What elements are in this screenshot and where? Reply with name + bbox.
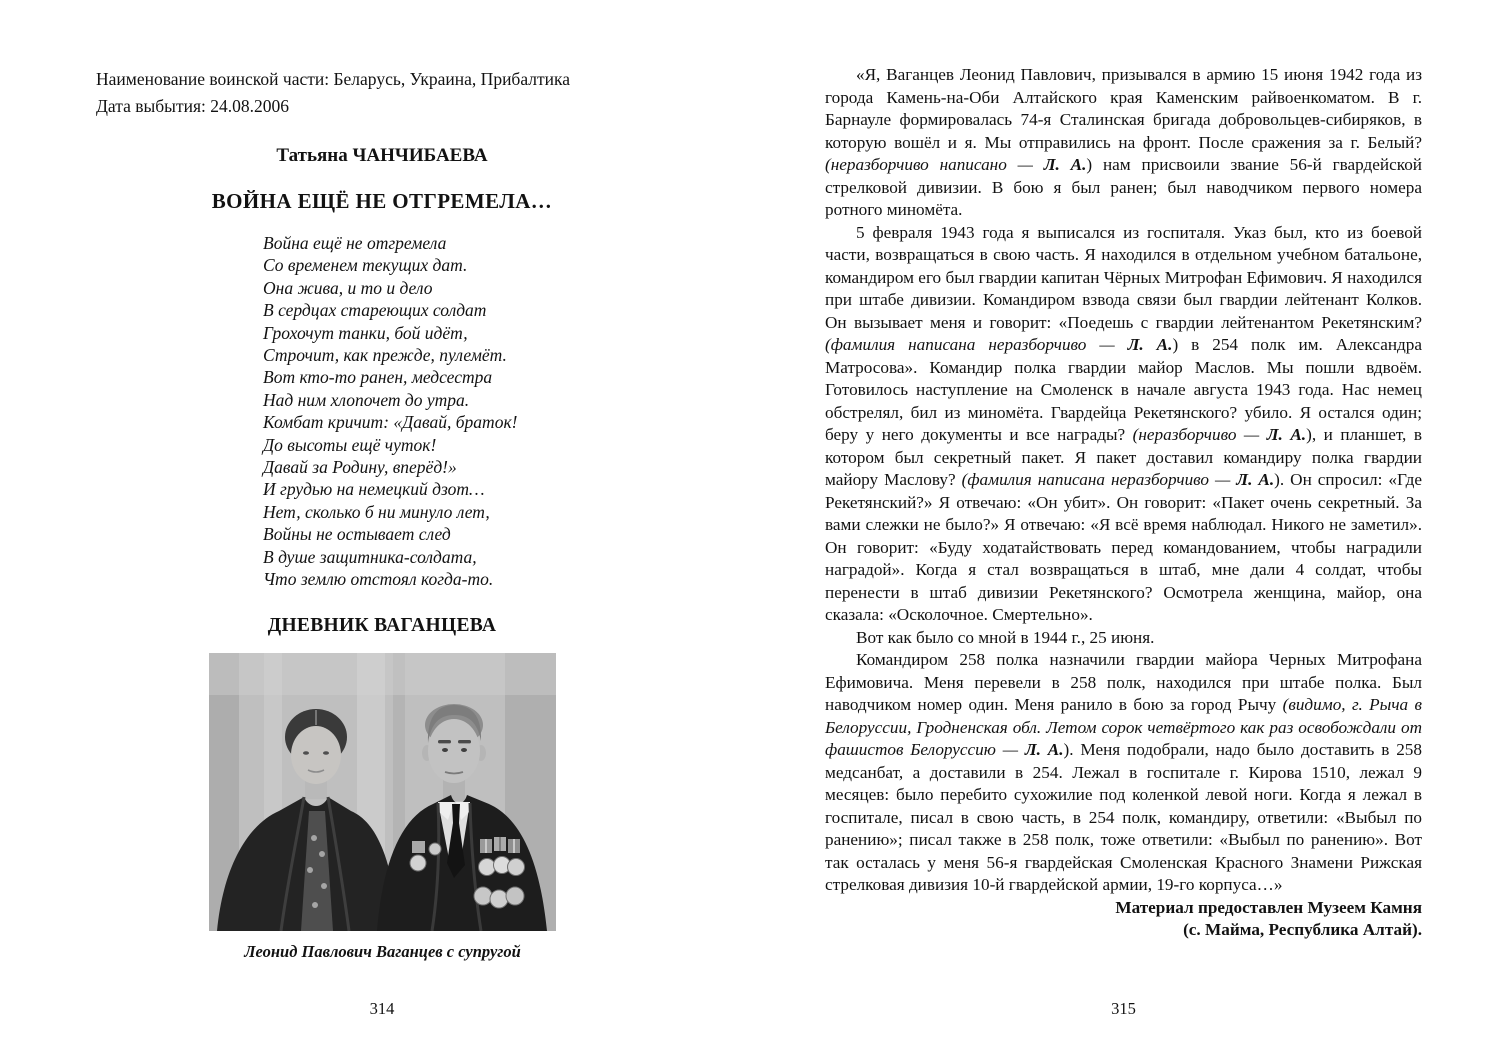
service-record xyxy=(96,66,668,120)
poem-line: Что землю отстоял когда-то. xyxy=(263,569,494,590)
credit xyxy=(825,897,1422,942)
poem-line: Строчит, как прежде, пулемёт. xyxy=(263,345,507,366)
photo-illustration xyxy=(209,653,556,931)
credit-line: (с. Майма, Республика Алтай). xyxy=(1183,920,1422,939)
poem-line: В душе защитника-солдата, xyxy=(263,546,477,567)
memoir-paragraph: «Я, Ваганцев Леонид Павлович, призывался в армию 15 июня 1942 года из города Камень-на-Оби Алтайского края Каменским райвоенкоматом. В г. Барнауле формировалась 74-я Сталинская бригада добровольцев-сибиряков, в которую вошёл и я. Мы отправились на фронт. После сражения за г. Белый? (неразборчиво написано — Л. А.) нам присвоили звание 56-й гвардейской стрелковой дивизии. В бою я был ранен; был наводчиком первого номера ротного миномёта. xyxy=(825,65,1422,219)
poem-line: Вот кто-то ранен, медсестра xyxy=(263,367,493,388)
author-name: Татьяна ЧАНЧИБАЕВА xyxy=(276,145,488,166)
memoir-paragraph: 5 февраля 1943 года я выписался из госпиталя. Указ был, кто из боевой части, возвращаться в свою часть. Я находился в отдельном учебном батальоне, командиром его был гвардии капитан Чёрных Митрофан Ефимович. Я находился при штабе дивизии. Командиром взвода связи был гвардии лейтенант Колков. Он вызывает меня и говорит: «Поедешь с гвардии лейтенантом Рекетянским? (фамилия написана неразборчиво — Л. А.) в 254 полк им. Александра Матросова». Командир полка гвардии майор Маслов. Мы пошли вдвоём. Готовилось наступление на Смоленск в начале августа 1943 года. Нас немец обстрелял, бил из миномёта. Гвардейца Рекетянского? убило. Я остался один; беру у него документы и все награды? (неразборчиво — Л. А.), и планшет, в котором был секретный пакет. Я пакет доставил командиру полка гвардии майору Маслову? (фамилия написана неразборчиво — Л. А.). Он спросил: «Где Рекетянский?» Я отвечаю: «Он убит». Он говорит: «Пакет очень секретный. За вами слежки не было?» Я отвечаю: «Я всё время наблюдал. Никого не заметил». Он говорит: «Буду ходатайствовать перед командованием, чтобы наградили наградой». Когда я стал возвращаться в штаб, мне дали 4 солдат, чтобы перенести в штаб дивизии Рекетянского? Осмотрела женщина, майор, она сказала: «Осколочное. Смертельно». xyxy=(825,222,1422,624)
poem-line: Она жива, и то и дело xyxy=(263,277,433,298)
memoir-paragraph: Командиром 258 полка назначили гвардии майора Черных Митрофана Ефимовича. Меня перевели в 258 полк, находился при штабе полка. Был наводчиком номер один. Меня ранило в бою за город Рычу (видимо, г. Рыча в Белоруссии, Гродненская обл. Летом сорок четвёртого как раз освобождали от фашистов Белоруссию — Л. А.). Меня подобрали, надо было доставить в 258 медсанбат, а доставили в 254. Лежал в госпитале г. Кирова 1510, лежал 9 месяцев: было перебито сухожилие под коленкой левой ноги. Когда я лежал в госпитале, писал в свою часть, в 254 полк, командиру, ответили: «Выбыл по ранению»; писал также в 258 полк, тоже ответили: «Выбыл по ранению». Вот так осталась у меня 56-я гвардейская Смоленская Красного Знамени Рижская стрелковая дивизия 10-й гвардейской армии, 19-го корпуса…» xyxy=(825,650,1422,894)
poem-line: Давай за Родину, вперёд!» xyxy=(263,457,457,478)
poem xyxy=(263,232,668,591)
photo-caption: Леонид Павлович Ваганцев с супругой xyxy=(244,941,521,961)
left-page xyxy=(96,66,668,962)
memoir-paragraph: Вот как было со мной в 1944 г., 25 июня. xyxy=(856,627,1155,647)
poem-line: Грохочут танки, бой идёт, xyxy=(263,322,468,343)
service-record-line-2: Дата выбытия: 24.08.2006 xyxy=(96,96,289,116)
diary-heading: ДНЕВНИК ВАГАНЦЕВА xyxy=(267,614,497,636)
credit-line: Материал предоставлен Музеем Камня xyxy=(1115,897,1422,917)
page-number-right: 315 xyxy=(1111,999,1136,1018)
memoir-text xyxy=(825,64,1422,897)
poem-line: До высоты ещё чуток! xyxy=(263,434,437,455)
service-record-line-1: Наименование воинской части: Беларусь, Украина, Прибалтика xyxy=(96,69,571,89)
poem-title: ВОЙНА ЕЩЁ НЕ ОТГРЕМЕЛА… xyxy=(211,189,553,213)
poem-line: В сердцах стареющих солдат xyxy=(263,300,487,321)
page-number-left: 314 xyxy=(369,999,395,1018)
right-page xyxy=(825,64,1422,942)
poem-line: И грудью на немецкий дзот… xyxy=(263,479,485,500)
poem-line: Над ним хлопочет до утра. xyxy=(263,389,470,410)
photo-veteran-couple xyxy=(209,653,556,931)
poem-line: Война ещё не отгремела xyxy=(263,233,447,253)
poem-line: Войны не остывает след xyxy=(263,524,451,545)
poem-line: Нет, сколько б ни минуло лет, xyxy=(263,501,490,522)
poem-line: Комбат кричит: «Давай, браток! xyxy=(263,412,518,433)
poem-line: Со временем текущих дат. xyxy=(263,255,468,276)
